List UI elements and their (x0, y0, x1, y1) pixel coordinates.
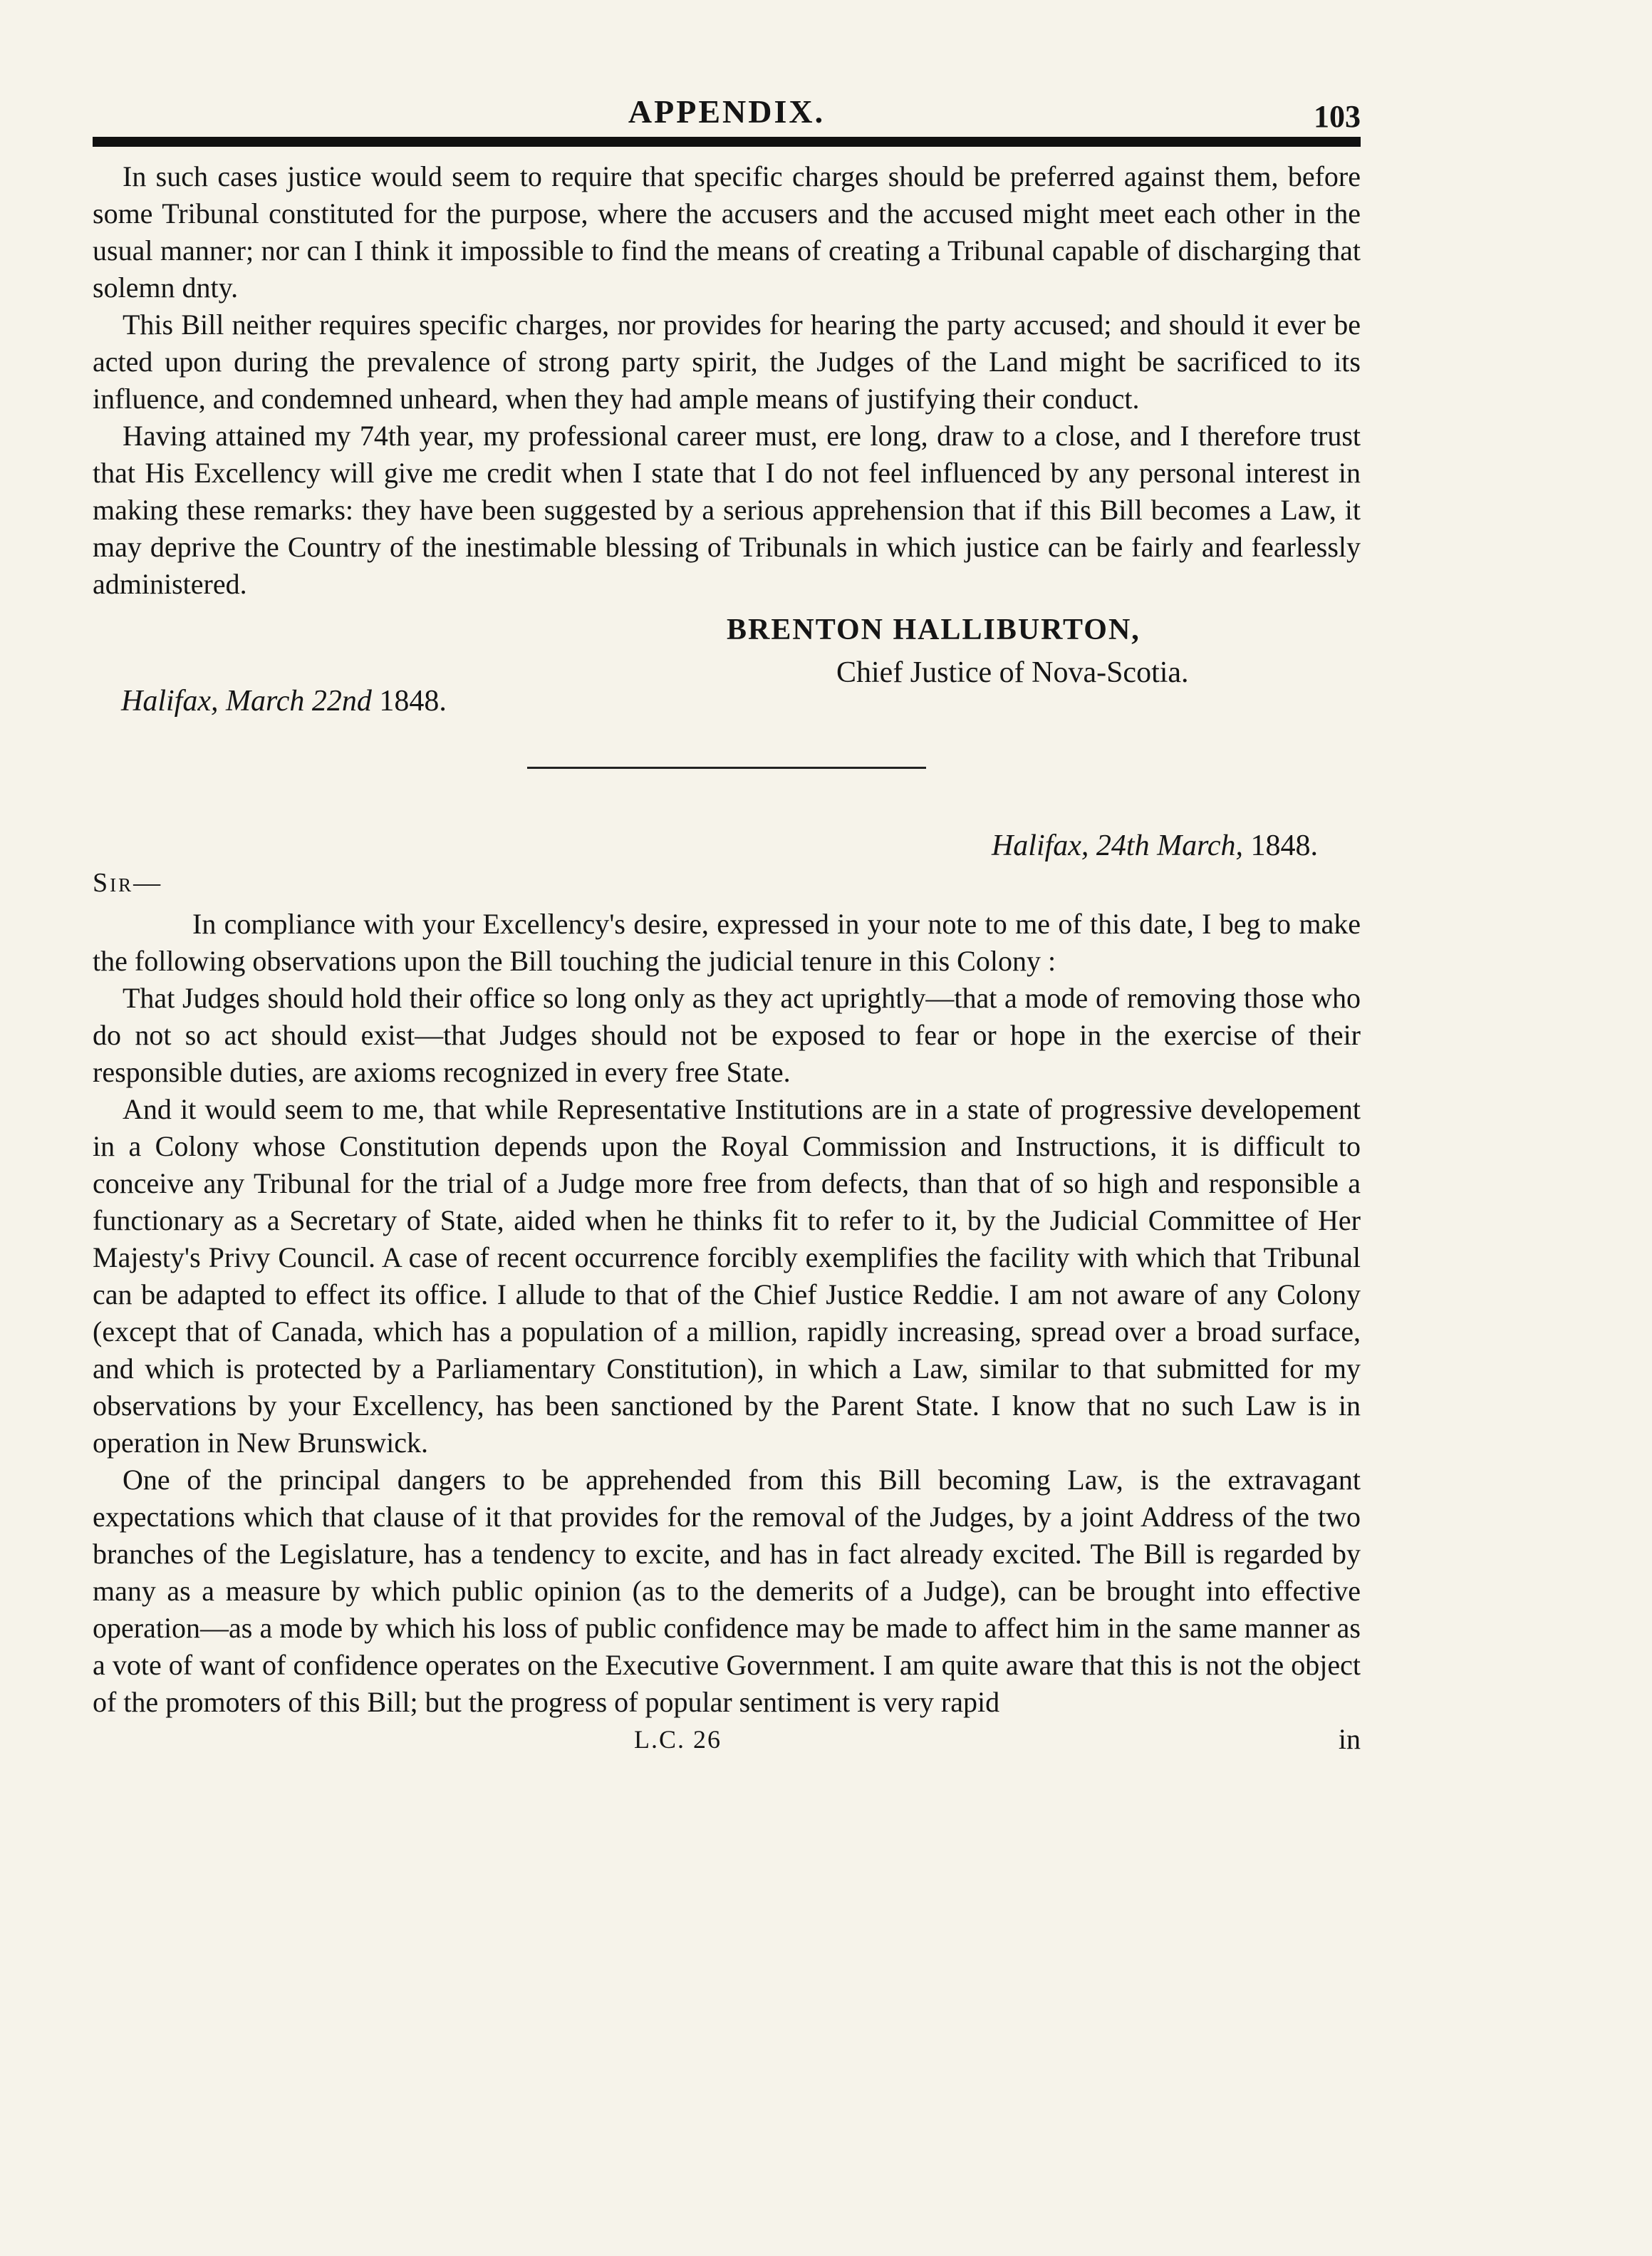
letter-date-year: 1848. (1250, 829, 1318, 862)
header-rule (93, 137, 1361, 147)
letter-paragraph: One of the principal dangers to be apprehended from this Bill becoming Law, is the extravagant expectations which that clause of it that provides for the removal of the Judges, by a joint Address of the two branches of the Legislature, has a tendency to excite, and has in fact already excited. The Bill is regarded by many as a measure by which public opinion (as to the demerits of a Judge), can be brought into effective operation—as a mode by which his loss of public confidence may be made to affect him in the same manner as a vote of want of confidence operates on the Executive Government. I am quite aware that this is not the object of the promoters of this Bill; but the progress of popular sentiment is very rapid (93, 1464, 1361, 1718)
signature-block (93, 609, 1361, 744)
page-number: 103 (1314, 99, 1361, 134)
paragraph: Having attained my 74th year, my professional career must, ere long, draw to a close, and I therefore trust that His Excellency will give me credit when I state that I do not feel influenced by any personal interest in making these remarks: they have been suggested by a serious apprehension that if this Bill becomes a Law, it may deprive the Country of the inestimable blessing of Tribunals in which justice can be fairly and fearlessly administered. (93, 420, 1361, 600)
document-page (93, 93, 1361, 2159)
signature-year: 1848. (379, 685, 447, 718)
catchword: in (1338, 1723, 1361, 1755)
letter-date (93, 827, 1318, 864)
page-footer (93, 1721, 1361, 1758)
signature-place-date: Halifax, March 22nd (121, 685, 372, 718)
salutation: Sir— (93, 868, 163, 898)
signature-mark: L.C. 26 (634, 1725, 722, 1754)
letter-paragraph: That Judges should hold their office so long only as they act uprightly—that a mode of removing those who do not so act should exist—that Judges should not be exposed to fear or hope in the exercise of their responsible duties, are axioms recognized in every free State. (93, 982, 1361, 1088)
letter-paragraph: And it would seem to me, that while Representative Institutions are in a state of progressive developement in a Colony whose Constitution depends upon the Royal Commission and Instructions, it is difficult to conceive any Tribunal for the trial of a Judge more free from defects, than that of so high and responsible a functionary as a Secretary of State, aided when he thinks fit to refer to it, by the Judicial Committee of Her Majesty's Privy Council. A case of recent occurrence forcibly exemplifies the facility with which that Tribunal can be adapted to effect its office. I allude to that of the Chief Justice Reddie. I am not aware of any Colony (except that of Canada, which has a population of a million, rapidly increasing, spread over a broad surface, and which is protected by a Parliamentary Constitution), in which a Law, similar to that submitted for my observations by your Excellency, has been sanctioned by the Parent State. I know that no such Law is in operation in New Brunswick. (93, 1093, 1361, 1459)
body-text (93, 158, 1361, 1758)
letter-date-text: Halifax, 24th March, (991, 829, 1243, 862)
letter-paragraph: In compliance with your Excellency's desire, expressed in your note to me of this date, I beg to make the following observations upon the Bill touching the judicial tenure in this Colony : (93, 908, 1361, 977)
running-title: APPENDIX. (628, 93, 826, 130)
signatory-title: Chief Justice of Nova-Scotia. (836, 656, 1189, 689)
section-divider (527, 767, 926, 769)
paragraph: This Bill neither requires specific charges, nor provides for hearing the party accused; and should it ever be acted upon during the prevalence of strong party spirit, the Judges of the Land might be sacrificed to its influence, and condemned unheard, when they had ample means of justifying their conduct. (93, 309, 1361, 415)
page-header (93, 93, 1361, 135)
signature-date (121, 683, 447, 720)
paragraph: In such cases justice would seem to require that specific charges should be preferred against them, before some Tribunal constituted for the purpose, where the accusers and the accused might meet each other in the usual manner; nor can I think it impossible to find the means of creating a Tribunal capable of discharging that solemn dnty. (93, 160, 1361, 304)
signatory-name: BRENTON HALLIBURTON, (727, 614, 1141, 646)
